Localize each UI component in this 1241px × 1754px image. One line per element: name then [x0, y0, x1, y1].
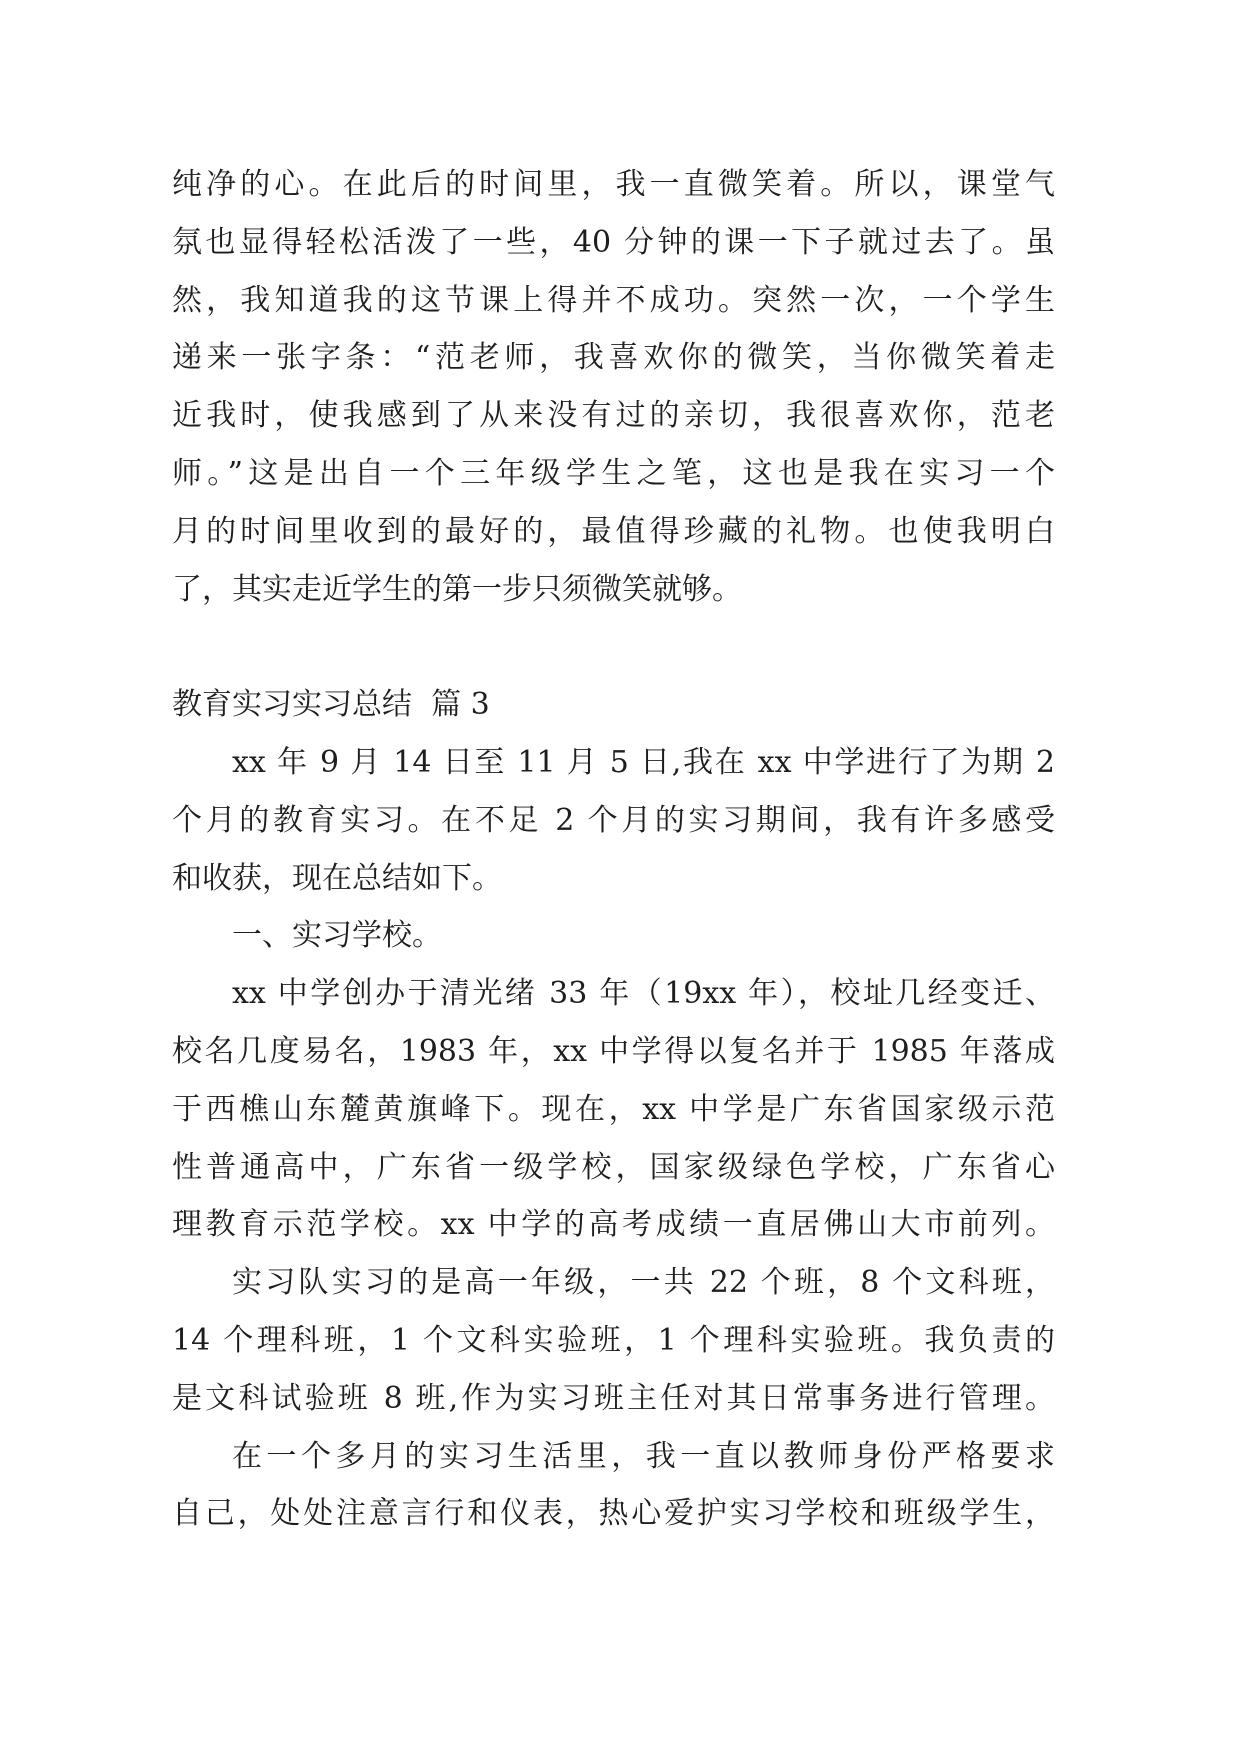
text-line: 近我时，使我感到了从来没有过的亲切，我很喜欢你，范老 — [172, 398, 1055, 434]
text-line: 自己，处处注意言行和仪表，热心爱护实习学校和班级学生， — [172, 1496, 1055, 1532]
school-paragraph — [172, 965, 1055, 1254]
text-line: xx 年 9 月 14 日至 11 月 5 日,我在 xx 中学进行了为期 2 — [232, 744, 1055, 780]
text-line: 师。”这是出自一个三年级学生之笔，这也是我在实习一个 — [172, 455, 1055, 491]
text-line: 然，我知道我的这节课上得并不成功。突然一次，一个学生 — [172, 282, 1055, 318]
text-line: 纯净的心。在此后的时间里，我一直微笑着。所以，课堂气 — [172, 167, 1055, 202]
previous-paragraph — [172, 156, 1055, 618]
life-paragraph — [172, 1428, 1055, 1544]
blank-line — [172, 618, 1055, 676]
text-line: 实习队实习的是高一年级，一共 22 个班，8 个文科班， — [232, 1265, 1055, 1301]
text-line: 是文科试验班 8 班,作为实习班主任对其日常事务进行管理。 — [172, 1380, 1055, 1416]
text-line: 于西樵山东麓黄旗峰下。现在，xx 中学是广东省国家级示范 — [172, 1091, 1055, 1127]
text-line: 校名几度易名，1983 年，xx 中学得以复名并于 1985 年落成 — [172, 1033, 1055, 1069]
text-line: 了，其实走近学生的第一步只须微笑就够。 — [172, 571, 742, 607]
text-line: 和收获，现在总结如下。 — [172, 860, 502, 896]
document-page — [172, 156, 1055, 1543]
text-line: 性普通高中，广东省一级学校，国家级绿色学校，广东省心 — [172, 1149, 1055, 1185]
text-line: 理教育示范学校。xx 中学的高考成绩一直居佛山大市前列。 — [172, 1207, 1055, 1243]
text-line: xx 中学创办于清光绪 33 年（19xx 年），校址几经变迁、 — [232, 976, 1055, 1012]
text-line: 氛也显得轻松活泼了一些，40 分钟的课一下子就过去了。虽 — [172, 224, 1055, 260]
text-line: 在一个多月的实习生活里，我一直以教师身份严格要求 — [232, 1438, 1055, 1474]
intro-paragraph — [172, 734, 1055, 907]
text-line: 14 个理科班，1 个文科实验班，1 个理科实验班。我负责的 — [172, 1322, 1055, 1358]
text-line: 月的时间里收到的最好的，最值得珍藏的礼物。也使我明白 — [172, 513, 1055, 549]
section-heading: 教育实习实习总结 篇 3 — [172, 687, 490, 723]
text-line: 个月的教育实习。在不足 2 个月的实习期间，我有许多感受 — [172, 802, 1055, 838]
class-paragraph — [172, 1254, 1055, 1427]
text-line: 递来一张字条：“范老师，我喜欢你的微笑，当你微笑着走 — [172, 340, 1055, 376]
subheading: 一、实习学校。 — [232, 918, 442, 954]
